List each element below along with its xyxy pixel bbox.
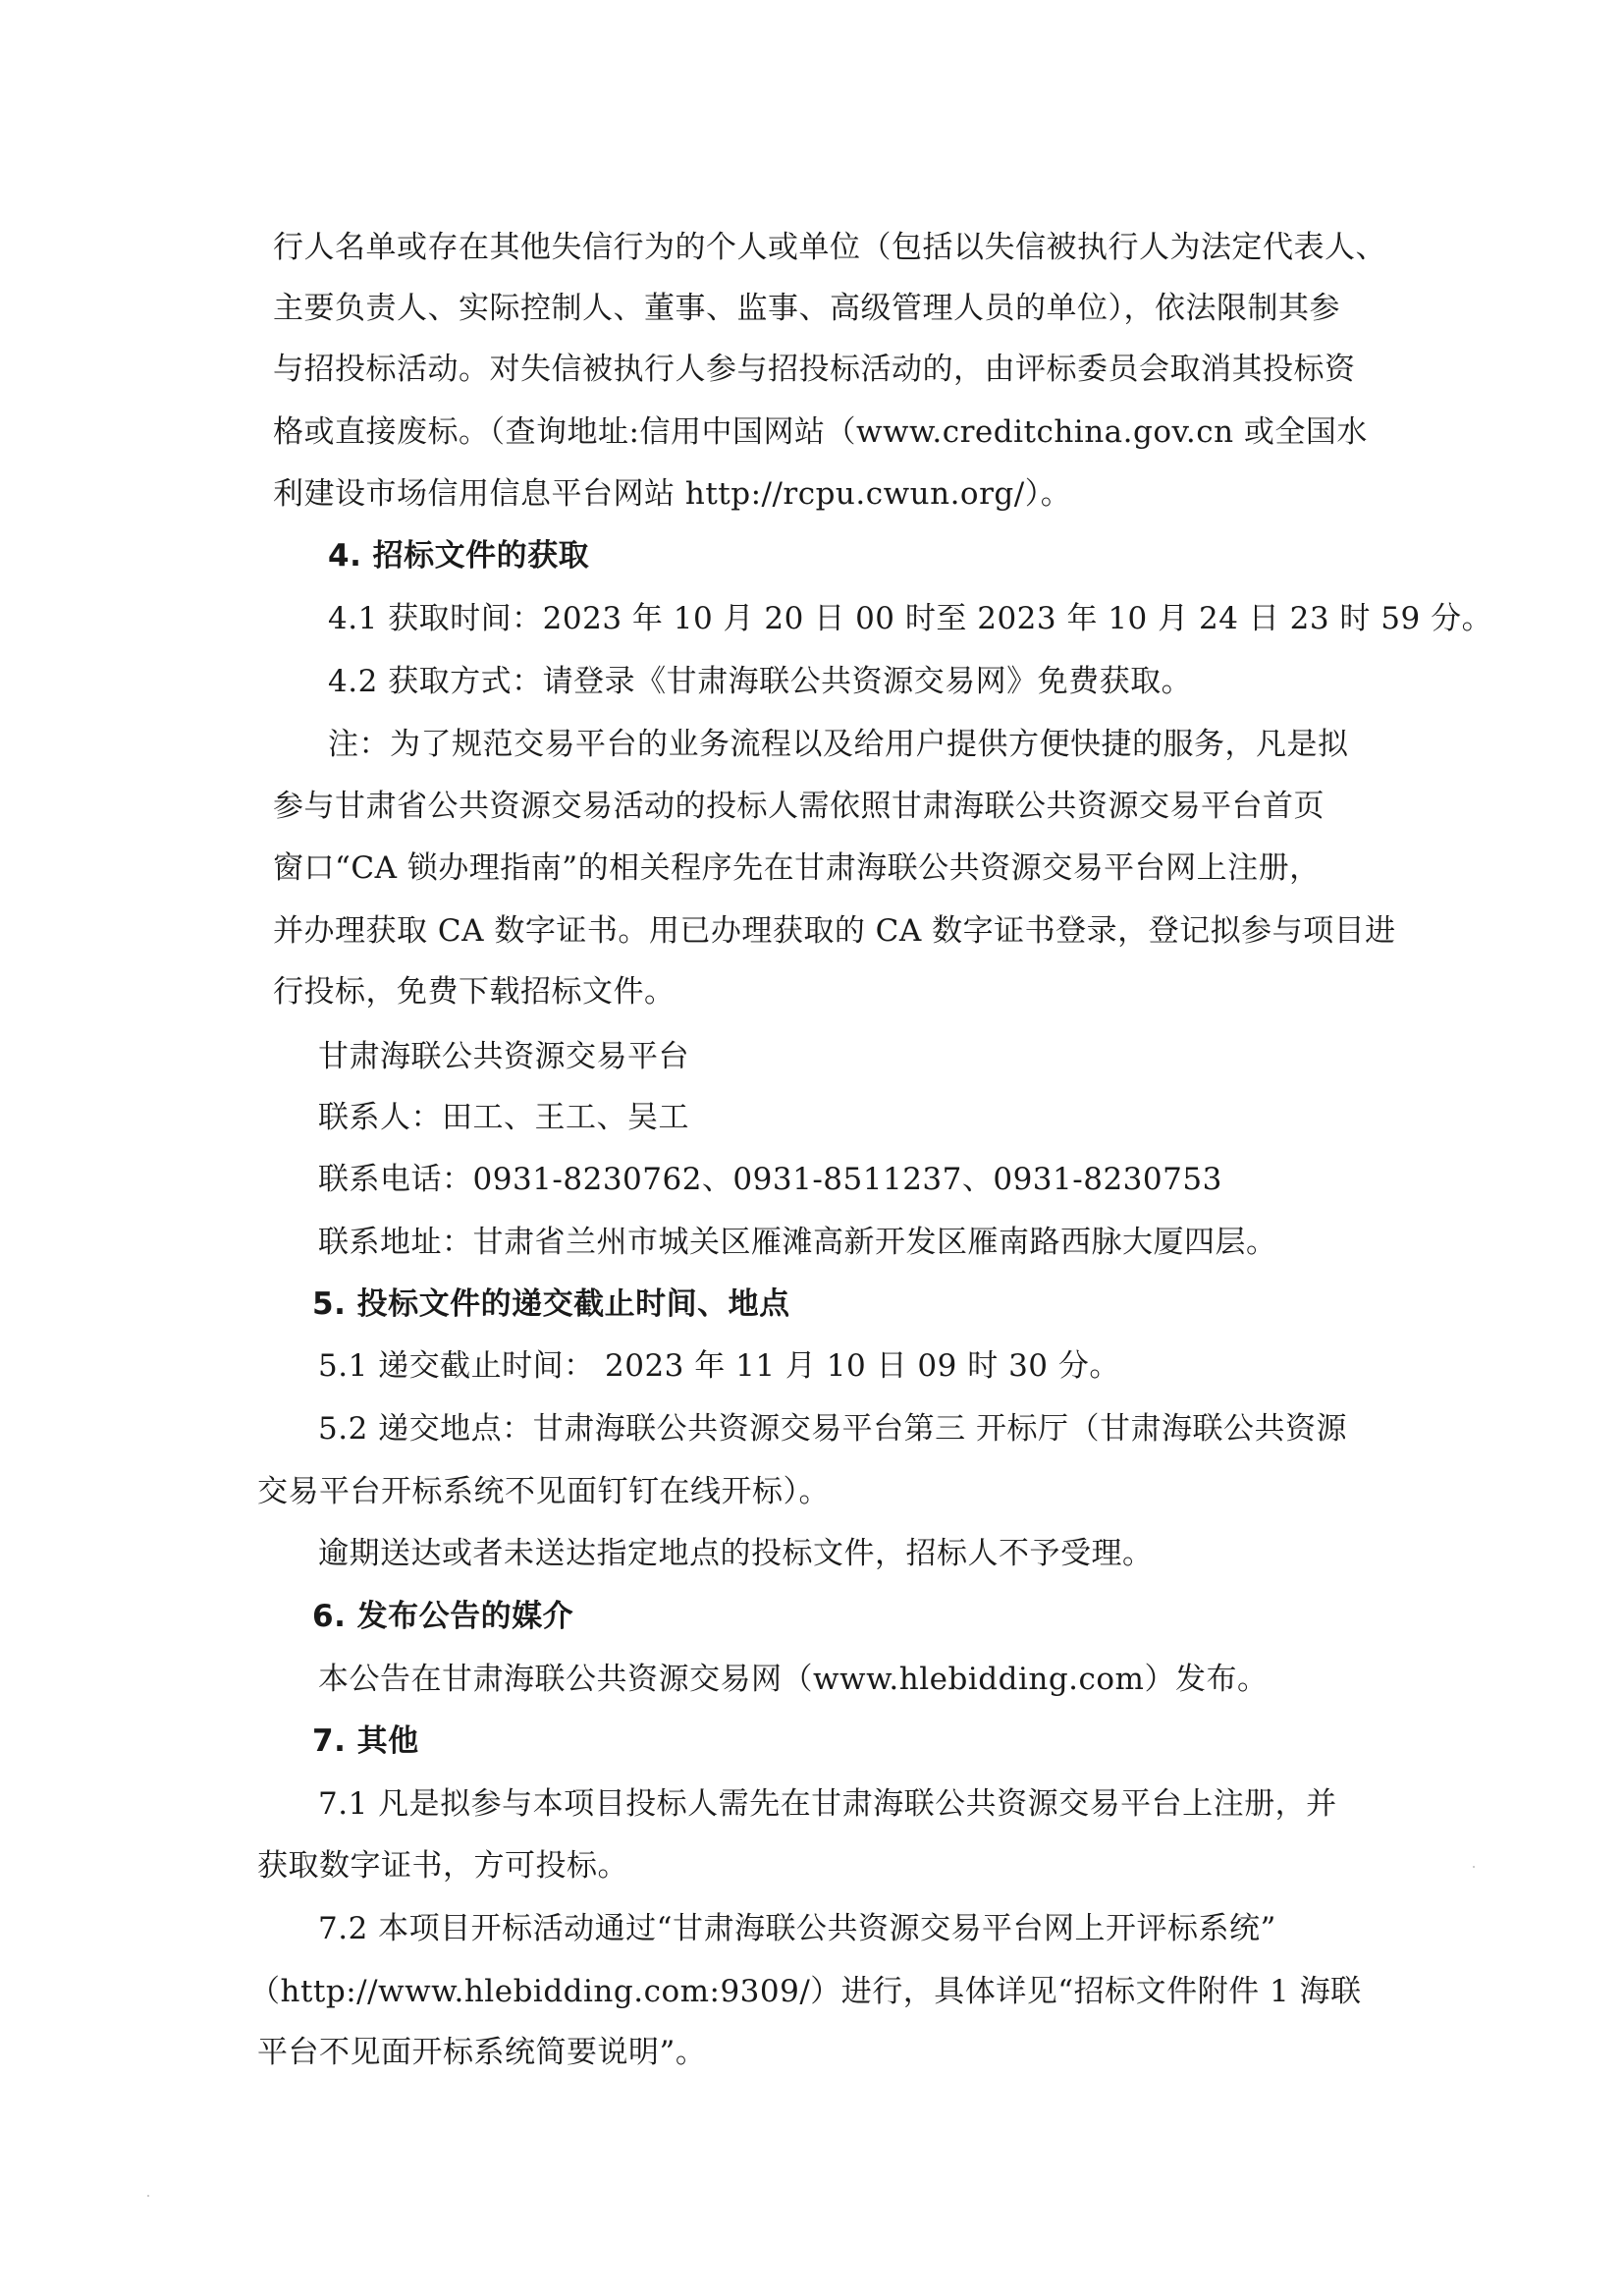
body-line: 格或直接废标。（查询地址:信用中国网站（www.creditchina.gov.cn 或全国水 xyxy=(273,414,1368,450)
scan-speck xyxy=(147,2195,149,2197)
body-line: 平台不见面开标系统简要说明”。 xyxy=(257,2035,707,2070)
contact-org: 甘肃海联公共资源交易平台 xyxy=(318,1039,689,1074)
body-line: 获取数字证书，方可投标。 xyxy=(257,1848,628,1884)
body-line: 与招投标活动。对失信被执行人参与招投标活动的，由评标委员会取消其投标资 xyxy=(273,352,1356,387)
section-heading-5: 5. 投标文件的递交截止时间、地点 xyxy=(312,1286,790,1322)
section-heading-4: 4. 招标文件的获取 xyxy=(328,538,590,574)
body-line: 逾期送达或者未送达指定地点的投标文件，招标人不予受理。 xyxy=(318,1536,1154,1571)
section-heading-7: 7. 其他 xyxy=(312,1723,419,1759)
body-line: 本公告在甘肃海联公共资源交易网（www.hlebidding.com）发布。 xyxy=(318,1662,1269,1697)
body-line: 参与甘肃省公共资源交易活动的投标人需依照甘肃海联公共资源交易平台首页 xyxy=(273,789,1325,824)
body-line: 交易平台开标系统不见面钉钉在线开标）。 xyxy=(257,1474,830,1509)
body-line: 行投标，免费下载招标文件。 xyxy=(273,974,676,1010)
body-line: 7.2 本项目开标活动通过“甘肃海联公共资源交易平台网上开评标系统” xyxy=(318,1911,1276,1946)
body-line: 5.1 递交截止时间： 2023 年 11 月 10 日 09 时 30 分。 xyxy=(318,1348,1120,1384)
contact-address: 联系地址：甘肃省兰州市城关区雁滩高新开发区雁南路西脉大厦四层。 xyxy=(318,1225,1277,1260)
body-line: 行人名单或存在其他失信行为的个人或单位（包括以失信被执行人为法定代表人、 xyxy=(273,230,1386,265)
body-line: 利建设市场信用信息平台网站 http://rcpu.cwun.org/）。 xyxy=(273,476,1072,512)
body-line: 7.1 凡是拟参与本项目投标人需先在甘肃海联公共资源交易平台上注册，并 xyxy=(318,1786,1337,1822)
body-line: 主要负责人、实际控制人、董事、监事、高级管理人员的单位），依法限制其参 xyxy=(273,291,1340,326)
body-line: 4.2 获取方式：请登录《甘肃海联公共资源交易网》免费获取。 xyxy=(328,664,1193,699)
body-line: 5.2 递交地点：甘肃海联公共资源交易平台第三 开标厅（甘肃海联公共资源 xyxy=(318,1411,1348,1447)
body-line: 注：为了规范交易平台的业务流程以及给用户提供方便快捷的服务，凡是拟 xyxy=(328,727,1349,762)
body-line: 窗口“CA 锁办理指南”的相关程序先在甘肃海联公共资源交易平台网上注册， xyxy=(273,850,1321,886)
scan-speck xyxy=(1473,1866,1475,1868)
section-heading-6: 6. 发布公告的媒介 xyxy=(312,1599,574,1634)
contact-person: 联系人：田工、王工、吴工 xyxy=(318,1100,689,1135)
body-line: 4.1 获取时间：2023 年 10 月 20 日 00 时至 2023 年 10 月 24 日 23 时 59 分。 xyxy=(328,601,1493,636)
body-line: （http://www.hlebidding.com:9309/）进行，具体详见“招标文件附件 1 海联 xyxy=(249,1974,1362,2009)
contact-phone: 联系电话：0931-8230762、0931-8511237、0931-8230753 xyxy=(318,1162,1222,1197)
body-line: 并办理获取 CA 数字证书。用已办理获取的 CA 数字证书登录，登记拟参与项目进 xyxy=(273,913,1396,949)
